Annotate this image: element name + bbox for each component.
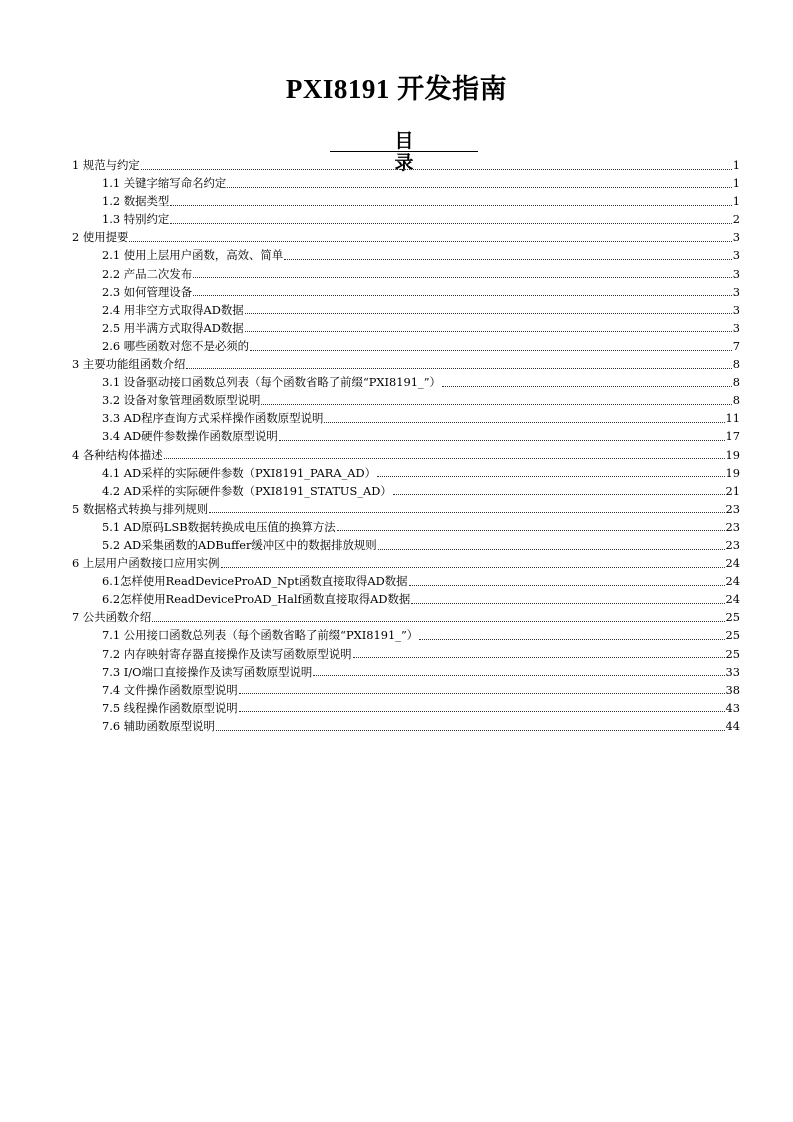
toc-leader-dots (239, 693, 725, 694)
toc-leader-dots (239, 711, 725, 712)
toc-entry-page-number: 24 (725, 574, 740, 589)
toc-entry-label: 1 规范与约定 (72, 158, 140, 172)
toc-entry-page-number: 8 (732, 375, 740, 390)
toc-entry[interactable] (72, 427, 740, 445)
toc-entry[interactable] (72, 301, 740, 319)
toc-leader-dots (313, 675, 724, 676)
toc-entry[interactable] (72, 663, 740, 681)
toc-leader-dots (209, 512, 724, 513)
toc-entry-label: 7 公共函数介绍 (72, 610, 152, 625)
toc-leader-dots (378, 549, 725, 550)
toc-leader-dots (141, 169, 732, 170)
toc-entry-label: 7.2 内存映射寄存器直接操作及读写函数原型说明 (102, 646, 352, 661)
toc-leader-dots (170, 223, 731, 224)
toc-leader-dots (284, 259, 732, 260)
toc-entry-page-number: 38 (725, 682, 740, 697)
toc-leader-dots (216, 730, 725, 731)
toc-entry[interactable] (72, 500, 740, 518)
toc-entry[interactable] (72, 409, 740, 427)
toc-entry[interactable] (72, 608, 740, 626)
toc-entry[interactable] (72, 536, 740, 554)
toc-entry-page-number: 3 (732, 266, 740, 281)
toc-entry[interactable] (72, 373, 740, 391)
document-title: PXI8191 开发指南 (285, 74, 508, 104)
toc-entry[interactable] (72, 265, 740, 283)
toc-entry-page-number: 25 (725, 628, 740, 643)
toc-entry[interactable] (72, 228, 740, 246)
toc-entry-label: 4 各种结构体描述 (72, 447, 163, 462)
toc-entry-page-number: 3 (732, 302, 740, 317)
toc-leader-dots (409, 585, 725, 586)
toc-leader-dots (164, 458, 725, 459)
toc-entry[interactable] (72, 355, 740, 373)
toc-leader-dots (419, 639, 724, 640)
toc-entry-label: 2.4 用非空方式取得AD数据 (102, 302, 244, 317)
toc-entry-page-number: 21 (725, 483, 740, 498)
toc-entry-label: 3.1 设备驱动接口函数总列表（每个函数省略了前缀“PXI8191_”） (102, 375, 441, 390)
toc-entry-label: 7.1 公用接口函数总列表（每个函数省略了前缀“PXI8191_”） (102, 628, 419, 643)
toc-entry-label: 4.2 AD采样的实际硬件参数（PXI8191_STATUS_AD） (102, 483, 392, 498)
toc-entry[interactable] (72, 699, 740, 717)
toc-entry[interactable] (72, 590, 740, 608)
toc-entry-page-number: 44 (725, 718, 740, 733)
toc-entry[interactable] (72, 174, 740, 192)
toc-leader-dots (377, 476, 724, 477)
toc-leader-dots (129, 241, 731, 242)
toc-entry-page-number: 11 (725, 411, 740, 426)
toc-leader-dots (227, 187, 731, 188)
toc-entry[interactable] (72, 626, 740, 644)
toc-leader-dots (393, 494, 725, 495)
toc-entry-label: 2 使用提要 (72, 230, 129, 245)
toc-entry-label: 3.2 设备对象管理函数原型说明 (102, 393, 261, 408)
toc-heading: 目录 (330, 130, 478, 152)
table-of-contents (72, 156, 740, 735)
toc-entry-page-number: 3 (732, 284, 740, 299)
toc-entry-label: 1.3 特别约定 (102, 212, 170, 227)
toc-entry-page-number: 2 (732, 212, 740, 227)
toc-entry-page-number: 8 (732, 357, 740, 372)
toc-entry-label: 6.2怎样使用ReadDeviceProAD_Half函数直接取得AD数据 (102, 592, 411, 607)
toc-entry-label: 7.3 I/O端口直接操作及读写函数原型说明 (102, 664, 313, 679)
toc-entry-label: 2.3 如何管理设备 (102, 284, 193, 299)
toc-entry[interactable] (72, 246, 740, 264)
toc-entry-label: 5.2 AD采集函数的ADBuffer缓冲区中的数据排放规则 (102, 537, 377, 552)
toc-entry-label: 3.4 AD硬件参数操作函数原型说明 (102, 429, 278, 444)
toc-entry-label: 1.1 关键字缩写命名约定 (102, 176, 227, 191)
toc-entry-page-number: 24 (725, 556, 740, 571)
toc-entry-page-number: 19 (725, 447, 740, 462)
toc-entry[interactable] (72, 192, 740, 210)
toc-leader-dots (221, 567, 725, 568)
toc-leader-dots (324, 422, 724, 423)
toc-entry-label: 3.3 AD程序查询方式采样操作函数原型说明 (102, 411, 324, 426)
toc-entry-page-number: 23 (725, 519, 740, 534)
toc-entry-page-number: 1 (732, 158, 740, 172)
toc-leader-dots (245, 313, 732, 314)
toc-leader-dots (261, 404, 731, 405)
toc-leader-dots (186, 368, 731, 369)
toc-entry-label: 5 数据格式转换与排列规则 (72, 501, 209, 516)
toc-entry-label: 6.1怎样使用ReadDeviceProAD_Npt函数直接取得AD数据 (102, 574, 408, 589)
toc-entry-label: 2.5 用半满方式取得AD数据 (102, 320, 244, 335)
toc-leader-dots (353, 657, 725, 658)
toc-entry-page-number: 33 (725, 664, 740, 679)
toc-entry[interactable] (72, 518, 740, 536)
toc-entry-page-number: 1 (732, 176, 740, 191)
toc-entry[interactable] (72, 482, 740, 500)
toc-entry-label: 2.6 哪些函数对您不是必须的 (102, 338, 250, 353)
toc-entry-page-number: 3 (732, 230, 740, 245)
toc-entry-label: 5.1 AD原码LSB数据转换成电压值的换算方法 (102, 519, 336, 534)
toc-entry[interactable] (72, 391, 740, 409)
toc-entry-page-number: 7 (732, 338, 740, 353)
toc-entry-label: 7.5 线程操作函数原型说明 (102, 700, 238, 715)
toc-leader-dots (411, 603, 724, 604)
toc-entry-page-number: 23 (725, 537, 740, 552)
toc-entry[interactable] (72, 319, 740, 337)
toc-entry-page-number: 17 (725, 429, 740, 444)
toc-entry-page-number: 25 (725, 610, 740, 625)
toc-entry-page-number: 43 (725, 700, 740, 715)
toc-entry-label: 6 上层用户函数接口应用实例 (72, 556, 220, 571)
toc-entry[interactable] (72, 156, 740, 174)
toc-entry-page-number: 19 (725, 465, 740, 480)
toc-entry-page-number: 23 (725, 501, 740, 516)
toc-leader-dots (245, 331, 732, 332)
toc-entry[interactable] (72, 337, 740, 355)
toc-entry-label: 2.1 使用上层用户函数，高效、简单 (102, 248, 284, 263)
toc-entry[interactable] (72, 554, 740, 572)
toc-leader-dots (279, 440, 725, 441)
toc-entry-label: 3 主要功能组函数介绍 (72, 357, 186, 372)
toc-entry[interactable] (72, 210, 740, 228)
toc-leader-dots (442, 386, 732, 387)
toc-entry-label: 4.1 AD采样的实际硬件参数（PXI8191_PARA_AD） (102, 465, 377, 480)
toc-entry[interactable] (72, 572, 740, 590)
toc-entry-page-number: 25 (725, 646, 740, 661)
toc-leader-dots (152, 621, 724, 622)
toc-entry-page-number: 1 (732, 194, 740, 209)
toc-entry-page-number: 8 (732, 393, 740, 408)
toc-leader-dots (337, 530, 725, 531)
toc-entry-label: 1.2 数据类型 (102, 194, 170, 209)
toc-entry-label: 7.4 文件操作函数原型说明 (102, 682, 238, 697)
toc-entry[interactable] (72, 681, 740, 699)
toc-entry[interactable] (72, 645, 740, 663)
toc-entry-page-number: 3 (732, 320, 740, 335)
toc-leader-dots (250, 350, 732, 351)
toc-leader-dots (193, 295, 732, 296)
toc-entry-label: 7.6 辅助函数原型说明 (102, 718, 215, 733)
toc-entry[interactable] (72, 446, 740, 464)
toc-entry-label: 2.2 产品二次发布 (102, 266, 193, 281)
toc-entry-page-number: 3 (732, 248, 740, 263)
toc-entry-page-number: 24 (725, 592, 740, 607)
toc-entry[interactable] (72, 283, 740, 301)
toc-entry[interactable] (72, 717, 740, 735)
toc-leader-dots (193, 277, 732, 278)
toc-leader-dots (170, 205, 731, 206)
toc-entry[interactable] (72, 464, 740, 482)
